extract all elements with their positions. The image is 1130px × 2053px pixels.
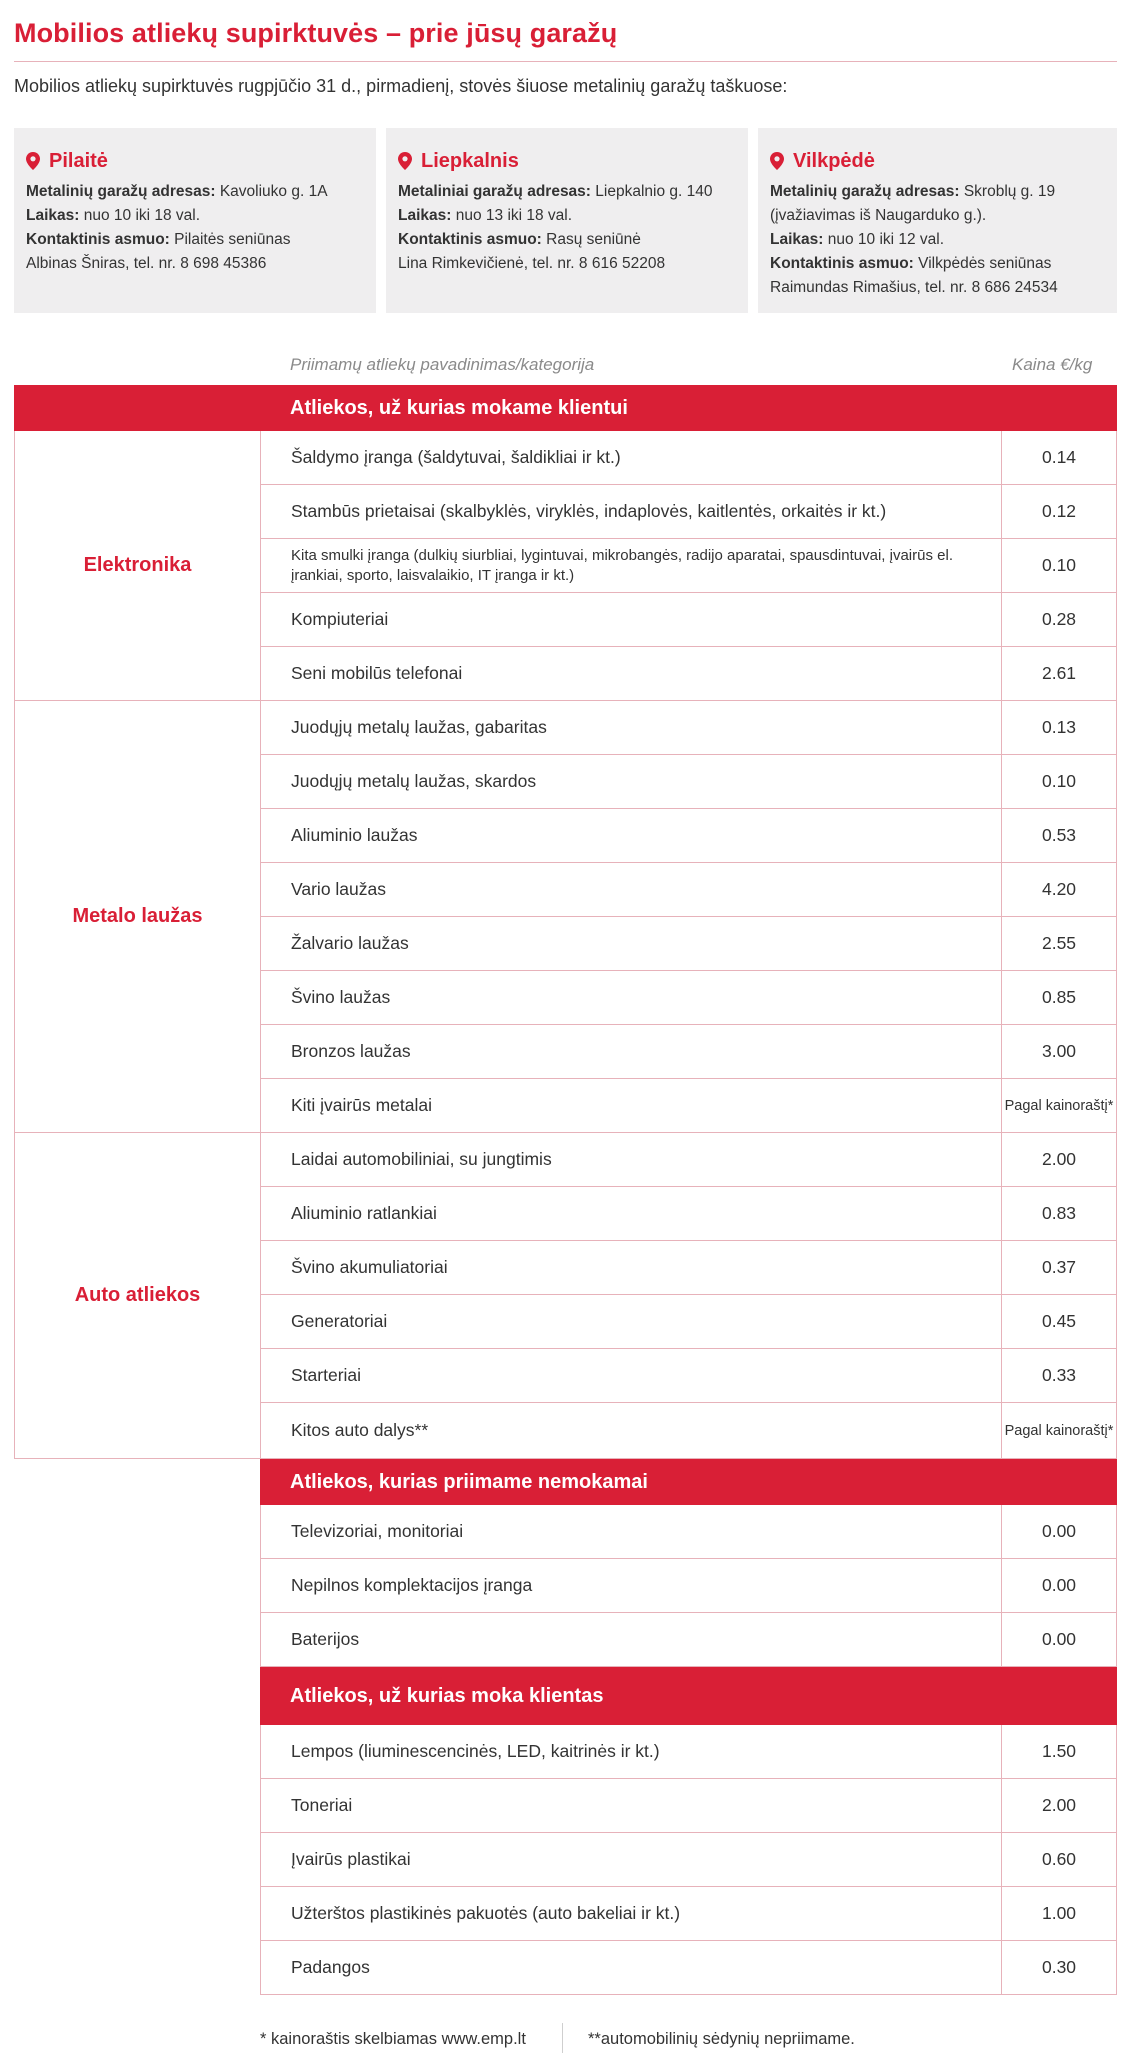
footer-divider xyxy=(562,2023,563,2053)
item-price: 1.50 xyxy=(1041,1741,1077,1761)
table-row xyxy=(260,971,1117,1025)
item-price: 0.30 xyxy=(1041,1957,1077,1977)
address-value: Kavoliuko g. 1A xyxy=(215,183,328,200)
table-row xyxy=(260,1887,1117,1941)
item-price: 1.00 xyxy=(1041,1903,1077,1923)
location-time xyxy=(398,204,736,228)
location-time xyxy=(26,204,364,228)
map-pin-icon xyxy=(26,152,40,170)
location-heading xyxy=(770,150,1105,173)
footer-note-seats: **automobilinių sėdynių nepriimame. xyxy=(588,2030,855,2048)
table-row xyxy=(260,1079,1117,1133)
location-address-extra: (įvažiavimas iš Naugarduko g.). xyxy=(770,207,987,224)
item-price: 0.37 xyxy=(1041,1257,1077,1277)
table-row xyxy=(260,755,1117,809)
item-name: Užterštos plastikinės pakuotės (auto bakeliai ir kt.) xyxy=(261,1887,1002,1940)
item-price: 0.83 xyxy=(1041,1203,1077,1223)
table-row xyxy=(260,1295,1117,1349)
item-name: Generatoriai xyxy=(261,1295,1002,1348)
item-price: 2.00 xyxy=(1041,1795,1077,1815)
item-name: Seni mobilūs telefonai xyxy=(261,647,1002,700)
contact-value: Vilkpėdės seniūnas xyxy=(913,255,1052,272)
item-price: 0.10 xyxy=(1041,771,1077,791)
table-row xyxy=(260,1403,1117,1459)
item-name: Baterijos xyxy=(261,1613,1002,1666)
column-header-name: Priimamų atliekų pavadinimas/kategorija xyxy=(290,355,595,374)
location-name: Pilaitė xyxy=(49,150,108,172)
item-name: Laidai automobiliniai, su jungtimis xyxy=(261,1133,1002,1186)
item-price: 0.14 xyxy=(1041,447,1077,467)
item-price: 0.53 xyxy=(1041,825,1077,845)
table-row xyxy=(260,1241,1117,1295)
intro-text: Mobilios atliekų supirktuvės rugpjūčio 31 d., pirmadienį, stovės šiuose metalinių garažų taškuose: xyxy=(14,76,788,96)
location-time xyxy=(770,228,1105,252)
location-heading xyxy=(398,150,736,173)
location-contact xyxy=(26,228,364,252)
time-value: nuo 10 iki 18 val. xyxy=(79,207,201,224)
table-row xyxy=(260,1025,1117,1079)
contact-label: Kontaktinis asmuo: xyxy=(398,231,542,248)
location-contact-details: Raimundas Rimašius, tel. nr. 8 686 24534 xyxy=(770,279,1058,296)
address-label: Metalinių garažų adresas: xyxy=(770,183,960,200)
item-price: 0.10 xyxy=(1041,555,1077,575)
location-card-liepkalnis xyxy=(386,128,748,313)
item-name: Nepilnos komplektacijos įranga xyxy=(261,1559,1002,1612)
item-price: 2.00 xyxy=(1041,1149,1077,1169)
item-price: 0.85 xyxy=(1041,987,1077,1007)
contact-label: Kontaktinis asmuo: xyxy=(26,231,170,248)
item-name: Aliuminio laužas xyxy=(261,809,1002,862)
location-card-pilaite xyxy=(14,128,376,313)
location-name: Liepkalnis xyxy=(421,150,519,172)
section-banner-paid-to-client: Atliekos, už kurias mokame klientui xyxy=(14,385,1117,431)
item-name: Įvairūs plastikai xyxy=(261,1833,1002,1886)
item-price: Pagal kainoraštį* xyxy=(1004,1097,1114,1114)
item-price: Pagal kainoraštį* xyxy=(1004,1422,1114,1439)
item-name: Kiti įvairūs metalai xyxy=(261,1079,1002,1132)
contact-label: Kontaktinis asmuo: xyxy=(770,255,914,272)
category-cell-electronics: Elektronika xyxy=(14,431,260,701)
table-row xyxy=(260,485,1117,539)
item-price: 4.20 xyxy=(1041,879,1077,899)
item-price: 0.00 xyxy=(1041,1521,1077,1541)
item-name: Televizoriai, monitoriai xyxy=(261,1505,1002,1558)
item-name: Kompiuteriai xyxy=(261,593,1002,646)
item-name: Vario laužas xyxy=(261,863,1002,916)
column-header-price: Kaina €/kg xyxy=(1012,355,1093,374)
item-name: Stambūs prietaisai (skalbyklės, viryklės, indaplovės, kaitlentės, orkaitės ir kt.) xyxy=(261,485,1002,538)
table-row xyxy=(260,1833,1117,1887)
item-name: Toneriai xyxy=(261,1779,1002,1832)
table-row xyxy=(260,1133,1117,1187)
table-row xyxy=(260,1613,1117,1667)
location-address xyxy=(770,180,1105,204)
address-label: Metalinių garažų adresas: xyxy=(26,183,216,200)
item-price: 0.12 xyxy=(1041,501,1077,521)
table-row xyxy=(260,1349,1117,1403)
location-address xyxy=(26,180,364,204)
time-label: Laikas: xyxy=(26,207,80,224)
location-heading xyxy=(26,150,364,173)
section-banner-client-pays: Atliekos, už kurias moka klientas xyxy=(260,1667,1117,1725)
item-price: 2.61 xyxy=(1041,663,1077,683)
item-price: 0.60 xyxy=(1041,1849,1077,1869)
table-row xyxy=(260,1779,1117,1833)
item-name: Bronzos laužas xyxy=(261,1025,1002,1078)
contact-value: Pilaitės seniūnas xyxy=(169,231,291,248)
locations xyxy=(14,128,1117,313)
item-price: 0.00 xyxy=(1041,1629,1077,1649)
item-price: 0.33 xyxy=(1041,1365,1077,1385)
footer-note-pricelist: * kainoraštis skelbiamas www.emp.lt xyxy=(260,2030,526,2048)
time-value: nuo 13 iki 18 val. xyxy=(451,207,573,224)
category-cell-metal-scrap: Metalo laužas xyxy=(14,701,260,1133)
title-divider xyxy=(14,61,1117,62)
time-label: Laikas: xyxy=(770,231,824,248)
table-row xyxy=(260,431,1117,485)
item-price: 2.55 xyxy=(1041,933,1077,953)
location-contact-details: Albinas Šniras, tel. nr. 8 698 45386 xyxy=(26,255,267,272)
page-title: Mobilios atliekų supirktuvės – prie jūsų garažų xyxy=(14,18,618,48)
address-label: Metaliniai garažų adresas: xyxy=(398,183,591,200)
location-contact xyxy=(770,252,1105,276)
contact-value: Rasų seniūnė xyxy=(541,231,641,248)
item-price: 0.00 xyxy=(1041,1575,1077,1595)
table-row xyxy=(260,863,1117,917)
item-name: Lempos (liuminescencinės, LED, kaitrinės ir kt.) xyxy=(261,1725,1002,1778)
item-name: Starteriai xyxy=(261,1349,1002,1402)
item-price: 0.28 xyxy=(1041,609,1077,629)
location-name: Vilkpėdė xyxy=(793,150,875,172)
item-price: 0.13 xyxy=(1041,717,1077,737)
table-row xyxy=(260,1725,1117,1779)
item-price: 3.00 xyxy=(1041,1041,1077,1061)
item-name: Žalvario laužas xyxy=(261,917,1002,970)
item-name: Juodųjų metalų laužas, gabaritas xyxy=(261,701,1002,754)
item-name: Švino akumuliatoriai xyxy=(261,1241,1002,1294)
table-row xyxy=(260,1941,1117,1995)
table-row xyxy=(260,1187,1117,1241)
item-name: Kitos auto dalys** xyxy=(261,1403,1002,1458)
map-pin-icon xyxy=(398,152,412,170)
item-name: Šaldymo įranga (šaldytuvai, šaldikliai ir kt.) xyxy=(261,431,1002,484)
location-contact xyxy=(398,228,736,252)
item-name: Švino laužas xyxy=(261,971,1002,1024)
item-name: Padangos xyxy=(261,1941,1002,1994)
table-row xyxy=(260,917,1117,971)
table-row xyxy=(260,593,1117,647)
table-row xyxy=(260,701,1117,755)
location-contact-details: Lina Rimkevičienė, tel. nr. 8 616 52208 xyxy=(398,255,666,272)
map-pin-icon xyxy=(770,152,784,170)
table-row xyxy=(260,1559,1117,1613)
item-name: Aliuminio ratlankiai xyxy=(261,1187,1002,1240)
item-price: 0.45 xyxy=(1041,1311,1077,1331)
time-label: Laikas: xyxy=(398,207,452,224)
location-address xyxy=(398,180,736,204)
section-banner-free-accepted: Atliekos, kurias priimame nemokamai xyxy=(260,1459,1117,1505)
location-card-vilkpede xyxy=(758,128,1117,313)
category-cell-auto-waste: Auto atliekos xyxy=(14,1133,260,1459)
address-value: Skroblų g. 19 xyxy=(959,183,1056,200)
time-value: nuo 10 iki 12 val. xyxy=(823,231,945,248)
table-row xyxy=(260,809,1117,863)
table-row xyxy=(260,1505,1117,1559)
table-row xyxy=(260,539,1117,593)
item-name: Kita smulki įranga (dulkių siurbliai, lygintuvai, mikrobangės, radijo aparatai, spausdintuvai, įvairūs el. įrankiai, sporto, laisvalaikio, IT įranga ir kt.) xyxy=(261,539,1002,592)
table-row xyxy=(260,647,1117,701)
address-value: Liepkalnio g. 140 xyxy=(590,183,713,200)
item-name: Juodųjų metalų laužas, skardos xyxy=(261,755,1002,808)
